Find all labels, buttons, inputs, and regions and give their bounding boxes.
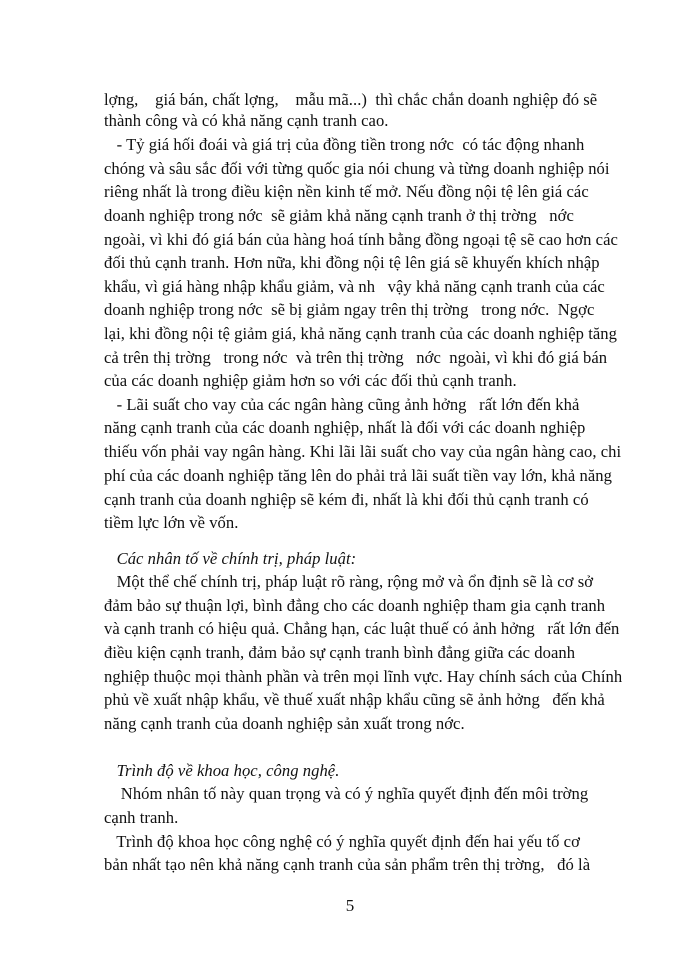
text-line: doanh nghiệp trong nớc sẽ giảm khả năng cạnh tranh ở thị trờng nớc bbox=[104, 206, 574, 225]
text-line: nghiệp thuộc mọi thành phần và trên mọi lĩnh vực. Hay chính sách của Chính bbox=[104, 667, 623, 686]
text-line: điều kiện cạnh tranh, đảm bảo sự cạnh tranh bình đẳng giữa các doanh bbox=[104, 643, 576, 662]
text-line: khẩu, vì giá hàng nhập khẩu giảm, và nh vậy khả năng cạnh tranh của các bbox=[104, 277, 605, 296]
text-line: Một thể chế chính trị, pháp luật rõ ràng, rộng mở và ổn định sẽ là cơ sở bbox=[104, 572, 594, 591]
text-line: năng cạnh tranh của các doanh nghiệp, nhất là đối với các doanh nghiệp bbox=[104, 418, 586, 437]
text-line: và cạnh tranh có hiệu quả. Chẳng hạn, các luật thuế có ảnh hởng rất lớn đến bbox=[104, 619, 620, 638]
text-line: phủ về xuất nhập khẩu, về thuế xuất nhập khẩu cũng sẽ ảnh hởng đến khả bbox=[104, 690, 605, 709]
text-line: - Tỷ giá hối đoái và giá trị của đồng tiền trong nớc có tác động nhanh bbox=[104, 135, 585, 154]
section-heading-politics-law: Các nhân tố về chính trị, pháp luật: bbox=[104, 549, 357, 568]
text-line: Nhóm nhân tố này quan trọng và có ý nghĩa quyết định đến môi trờng bbox=[104, 784, 589, 803]
text-line: phí của các doanh nghiệp tăng lên do phải trả lãi suất tiền vay lớn, khả năng bbox=[104, 466, 612, 485]
text-line: Trình độ khoa học công nghệ có ý nghĩa quyết định đến hai yếu tố cơ bbox=[104, 832, 580, 851]
text-line: lại, khi đồng nội tệ giảm giá, khả năng cạnh tranh của các doanh nghiệp tăng bbox=[104, 324, 617, 343]
text-line: thành công và có khả năng cạnh tranh cao. bbox=[104, 111, 389, 130]
text-line: doanh nghiệp trong nớc sẽ bị giảm ngay trên thị trờng trong nớc. Ngợc bbox=[104, 300, 595, 319]
text-line: - Lãi suất cho vay của các ngân hàng cũng ảnh hởng rất lớn đến khả bbox=[104, 395, 580, 414]
text-line: cạnh tranh của doanh nghiệp sẽ kém đi, nhất là khi đối thủ cạnh tranh có bbox=[104, 490, 589, 509]
text-line: cả trên thị trờng trong nớc và trên thị trờng nớc ngoài, vì khi đó giá bán bbox=[104, 348, 608, 367]
text-line: của các doanh nghiệp giảm hơn so với các đối thủ cạnh tranh. bbox=[104, 371, 517, 390]
text-line: cạnh tranh. bbox=[104, 808, 179, 827]
text-line: đảm bảo sự thuận lợi, bình đẳng cho các doanh nghiệp tham gia cạnh tranh bbox=[104, 596, 606, 615]
text-line: bản nhất tạo nên khả năng cạnh tranh của sản phẩm trên thị trờng, đó là bbox=[104, 855, 591, 874]
text-line: năng cạnh tranh của doanh nghiệp sản xuất trong nớc. bbox=[104, 714, 465, 733]
section-heading-science-technology: Trình độ về khoa học, công nghệ. bbox=[104, 761, 340, 780]
text-line: thiếu vốn phải vay ngân hàng. Khi lãi lãi suất cho vay của ngân hàng cao, chi bbox=[104, 442, 622, 461]
text-line: chóng và sâu sắc đối với từng quốc gia nói chung và từng doanh nghiệp nói bbox=[104, 159, 610, 178]
page-number: 5 bbox=[345, 896, 355, 915]
text-line: lợng, giá bán, chất lợng, mẫu mã...) thì chắc chắn doanh nghiệp đó sẽ bbox=[104, 90, 598, 109]
text-line: riêng nhất là trong điều kiện nền kinh tế mở. Nếu đồng nội tệ lên giá các bbox=[104, 182, 589, 201]
text-line: đối thủ cạnh tranh. Hơn nữa, khi đồng nội tệ lên giá sẽ khuyến khích nhập bbox=[104, 253, 600, 272]
text-line: tiềm lực lớn về vốn. bbox=[104, 513, 239, 532]
text-line: ngoài, vì khi đó giá bán của hàng hoá tính bằng đồng ngoại tệ sẽ cao hơn các bbox=[104, 230, 618, 249]
